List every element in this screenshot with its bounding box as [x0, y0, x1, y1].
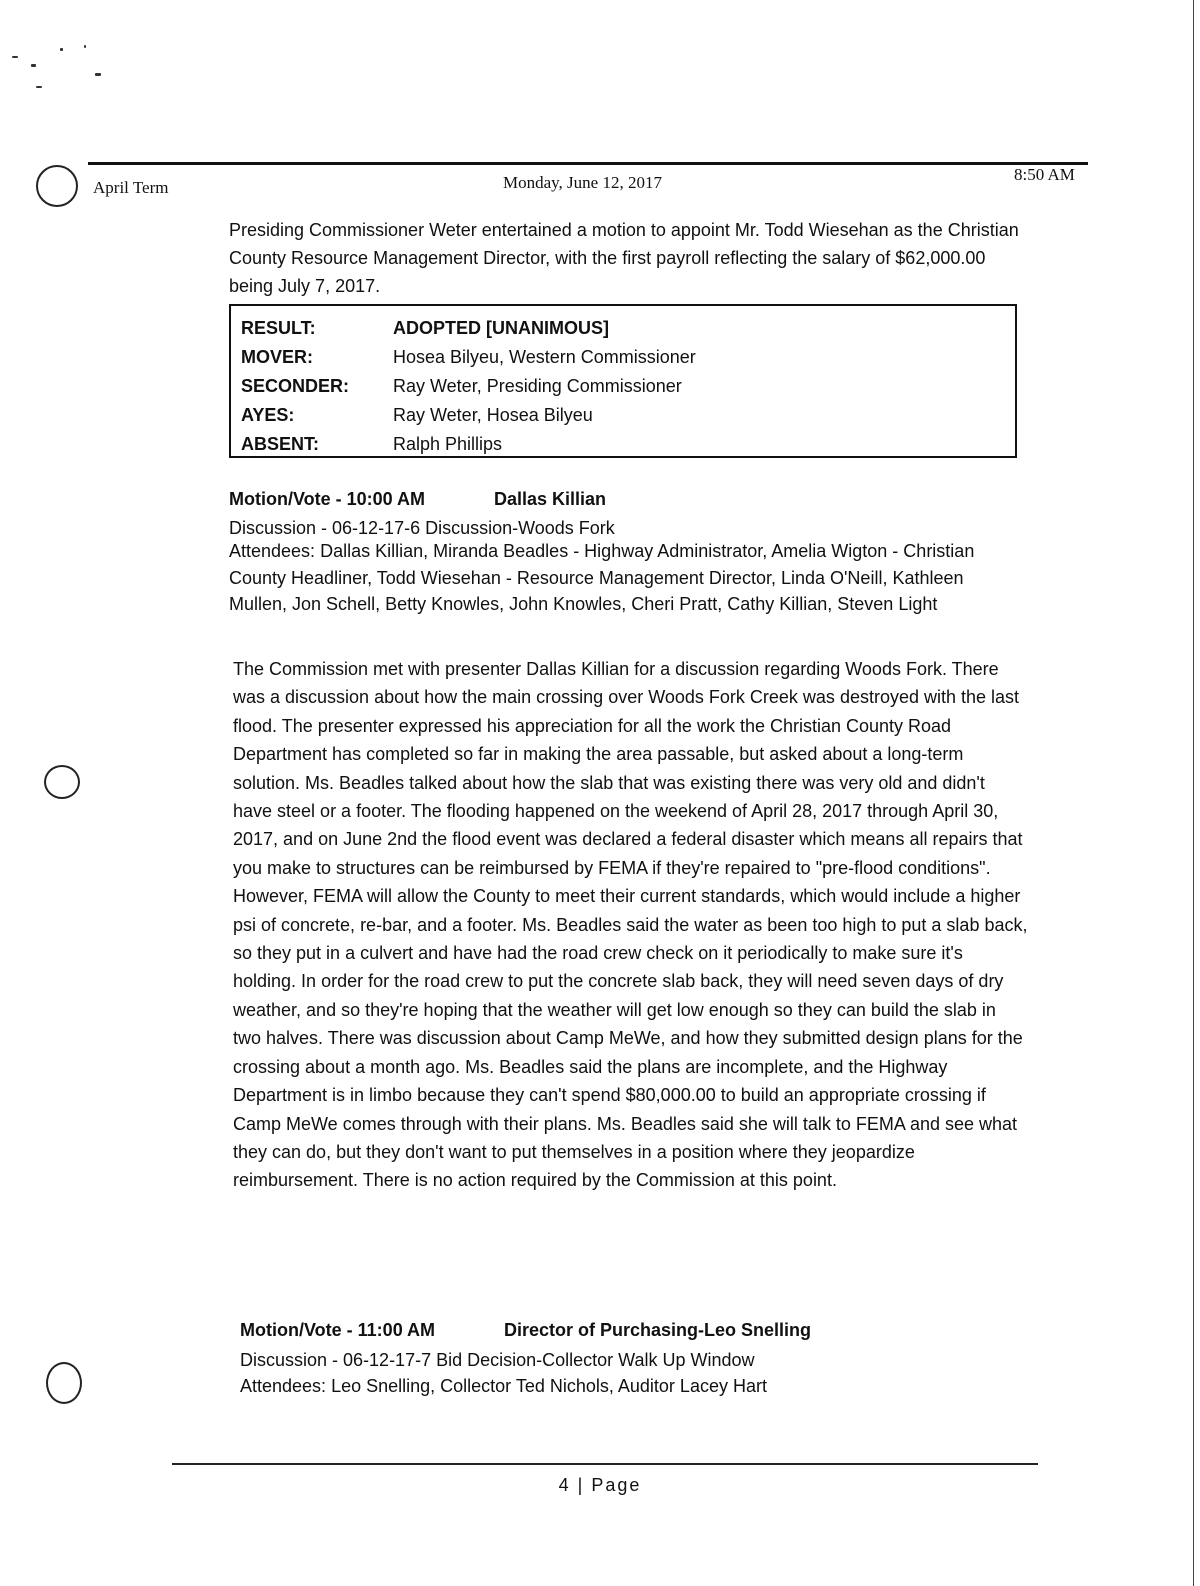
motion-time: 10:00 AM — [346, 489, 426, 509]
seconder-value: Ray Weter, Presiding Commissioner — [393, 376, 682, 396]
punch-hole — [36, 165, 78, 207]
footer-rule — [172, 1463, 1038, 1465]
scan-speck — [31, 64, 36, 67]
mover-label: MOVER: — [241, 347, 313, 367]
discussion-line: Discussion - 06-12-17-7 Bid Decision-Collector Walk Up Window — [240, 1350, 755, 1370]
punch-hole — [46, 1362, 82, 1404]
scan-speck — [84, 45, 86, 48]
scan-speck — [95, 73, 101, 76]
result-value: ADOPTED [UNANIMOUS] — [393, 318, 609, 338]
attendees-line: Attendees: Dallas Killian, Miranda Beadles - Highway Administrator, Amelia Wigton - Christian County Headliner, Todd Wiesehan - Resource Management Director, Linda O'Neill, Kathleen Mullen, Jon Schell, Betty Knowles, John Knowles, Cheri Pratt, Cathy Killian, Steven Light — [229, 541, 975, 614]
mover-value: Hosea Bilyeu, Western Commissioner — [393, 347, 696, 367]
appointment-paragraph: Presiding Commissioner Weter entertained a motion to appoint Mr. Todd Wiesehan as the Christian County Resource Management Director, with the first payroll reflecting the salary of $62,000.00 being July 7, 2017. — [229, 220, 1019, 296]
absent-label: ABSENT: — [241, 434, 320, 454]
header-time: 8:50 AM — [1014, 165, 1075, 184]
ayes-label: AYES: — [241, 405, 295, 425]
ayes-value: Ray Weter, Hosea Bilyeu — [393, 405, 593, 425]
header-rule — [88, 162, 1088, 165]
motion-time: 11:00 AM — [357, 1320, 436, 1340]
motion-presenter: Dallas Killian — [494, 489, 607, 509]
motion-heading — [229, 489, 607, 510]
seconder-label: SECONDER: — [241, 376, 350, 396]
discussion-line: Discussion - 06-12-17-6 Discussion-Woods Fork — [229, 518, 615, 538]
scan-speck — [36, 86, 42, 88]
discussion-body: The Commission met with presenter Dallas Killian for a discussion regarding Woods Fork. There was a discussion about how the main crossing over Woods Fork Creek was destroyed with the last flood. The presenter expressed his appreciation for all the work the Christian County Road Department has completed so far in making the area passable, but asked about a long-term solution. Ms. Beadles talked about how the slab that was existing there was very old and didn't have steel or a footer. The flooding happened on the weekend of April 28, 2017 through April 30, 2017, and on June 2nd the flood event was declared a federal disaster which means all repairs that you make to structures can be reimbursed by FEMA if they're repaired to "pre-flood conditions". However, FEMA will allow the County to meet their current standards, which would include a higher psi of concrete, re-bar, and a footer. Ms. Beadles said the water as been too high to put a slab back, so they put in a culvert and have had the road crew check on it periodically to make sure it's holding. In order for the road crew to put the concrete slab back, they will need seven days of dry weather, and so they're hoping that the weather will get low enough so they can build the slab in two halves. There was discussion about Camp MeWe, and how they submitted design plans for the crossing about a month ago. Ms. Beadles said the plans are incomplete, and the Highway Department is in limbo because they can't spend $80,000.00 to build an appropriate crossing if Camp MeWe comes through with their plans. Ms. Beadles said she will talk to FEMA and see what they can do, but they don't want to put themselves in a position where they jeopardize reimbursement. There is no action required by the Commission at this point. — [233, 659, 1028, 1191]
motion-presenter: Director of Purchasing-Leo Snelling — [504, 1320, 812, 1340]
attendees-line: Attendees: Leo Snelling, Collector Ted Nichols, Auditor Lacey Hart — [240, 1376, 767, 1396]
punch-hole — [44, 765, 80, 799]
header-term: April Term — [93, 178, 169, 197]
motion-heading — [240, 1320, 812, 1341]
scan-speck — [60, 48, 63, 51]
vote-result-box — [229, 304, 1017, 458]
page-edge — [1193, 0, 1194, 1586]
header-date: Monday, June 12, 2017 — [503, 173, 662, 192]
motion-label: Motion/Vote - — [240, 1320, 358, 1340]
page-number: 4 | Page — [558, 1475, 642, 1495]
scan-speck — [12, 56, 18, 58]
absent-value: Ralph Phillips — [393, 434, 503, 454]
result-label: RESULT: — [241, 318, 316, 338]
motion-label: Motion/Vote - — [229, 489, 347, 509]
